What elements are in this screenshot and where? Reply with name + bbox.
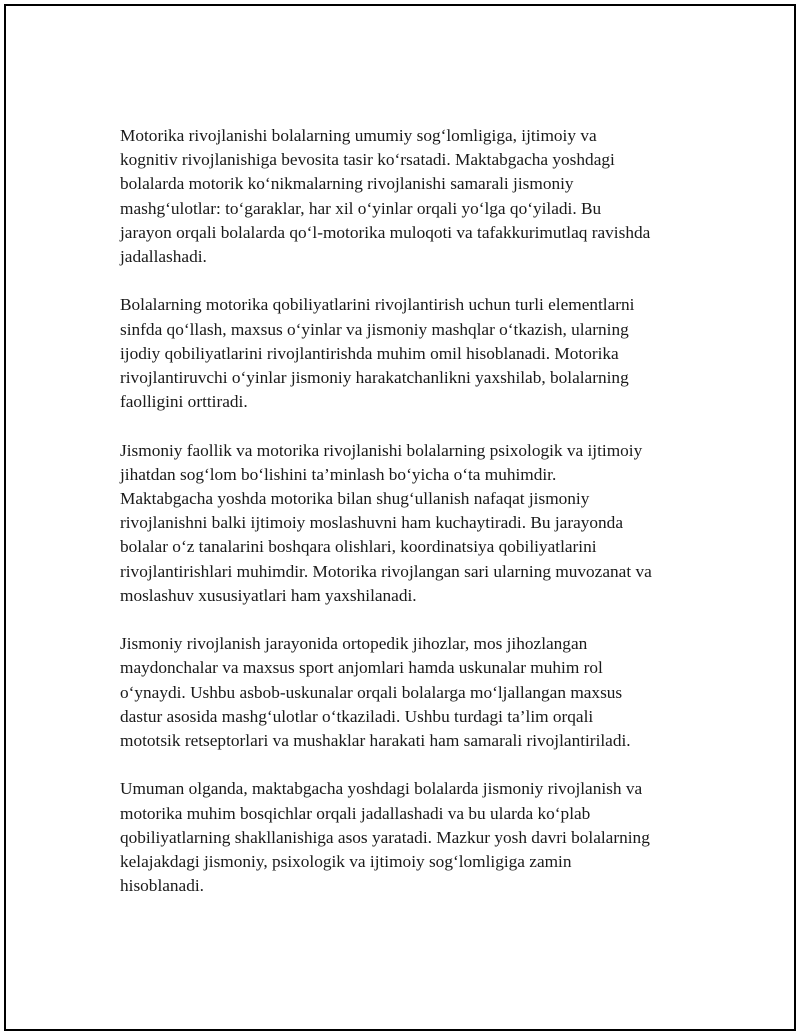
paragraph-3 (120, 439, 700, 608)
text-line: mototsik retseptorlari va mushaklar harakati ham samarali rivojlantiriladi. (120, 731, 631, 751)
paragraph-1 (120, 124, 700, 269)
text-line: sinfda qo‘llash, maxsus o‘yinlar va jismoniy mashqlar o‘tkazish, ularning (120, 319, 629, 339)
text-line: bolalar o‘z tanalarini boshqara olishlari, koordinatsiya qobiliyatlarini (120, 537, 597, 557)
text-line: kelajakdagi jismoniy, psixologik va ijtimoiy sog‘lomligiga zamin (120, 852, 572, 872)
text-line: faolligini orttiradi. (120, 392, 248, 412)
text-line: Jismoniy faollik va motorika rivojlanishi bolalarning psixologik va ijtimoiy (120, 440, 643, 460)
text-line: Motorika rivojlanishi bolalarning umumiy sog‘lomligiga, ijtimoiy va (120, 126, 597, 145)
text-line: Maktabgacha yoshda motorika bilan shug‘ullanish nafaqat jismoniy (120, 489, 590, 509)
text-line: rivojlantiruvchi o‘yinlar jismoniy harakatchanlikni yaxshilab, bolalarning (120, 368, 629, 388)
text-line: maydonchalar va maxsus sport anjomlari hamda uskunalar muhim rol (120, 658, 603, 678)
text-line: ijodiy qobiliyatlarini rivojlantirishda muhim omil hisoblanadi. Motorika (120, 343, 619, 363)
text-line: qobiliyatlarning shakllanishiga asos yaratadi. Mazkur yosh davri bolalarning (120, 827, 650, 847)
text-line: dastur asosida mashg‘ulotlar o‘tkaziladi. Ushbu turdagi ta’lim orqali (120, 706, 594, 726)
paragraph-4 (120, 632, 700, 753)
text-line: bolalarda motorik ko‘nikmalarning rivojlanishi samarali jismoniy (120, 174, 574, 194)
text-line: kognitiv rivojlanishiga bevosita tasir ko‘rsatadi. Maktabgacha yoshdagi (120, 150, 615, 170)
text-line: Jismoniy rivojlanish jarayonida ortopedik jihozlar, mos jihozlangan (120, 634, 588, 654)
text-line: rivojlantirishlari muhimdir. Motorika rivojlangan sari ularning muvozanat va (120, 561, 652, 581)
document-body (120, 124, 700, 923)
text-line: rivojlanishni balki ijtimoiy moslashuvni ham kuchaytiradi. Bu jarayonda (120, 513, 623, 533)
text-line: o‘ynaydi. Ushbu asbob-uskunalar orqali bolalarga mo‘ljallangan maxsus (120, 682, 623, 702)
paragraph-2 (120, 293, 700, 414)
text-line: Bolalarning motorika qobiliyatlarini rivojlantirish uchun turli elementlarni (120, 295, 635, 315)
text-line: moslashuv xususiyatlari ham yaxshilanadi. (120, 585, 417, 605)
text-line: jadallashadi. (120, 247, 207, 267)
page-border (4, 4, 796, 1031)
text-line: Umuman olganda, maktabgacha yoshdagi bolalarda jismoniy rivojlanish va (120, 779, 643, 799)
text-line: jarayon orqali bolalarda qo‘l-motorika muloqoti va tafakkurimutlaq ravishda (120, 222, 651, 242)
text-line: hisoblanadi. (120, 876, 204, 896)
text-line: mashg‘ulotlar: to‘garaklar, har xil o‘yinlar orqali yo‘lga qo‘yiladi. Bu (120, 198, 602, 218)
paragraph-5 (120, 777, 700, 898)
text-line: motorika muhim bosqichlar orqali jadallashadi va bu ularda ko‘plab (120, 803, 591, 823)
text-line: jihatdan sog‘lom bo‘lishini ta’minlash bo‘yicha o‘ta muhimdir. (120, 464, 557, 484)
